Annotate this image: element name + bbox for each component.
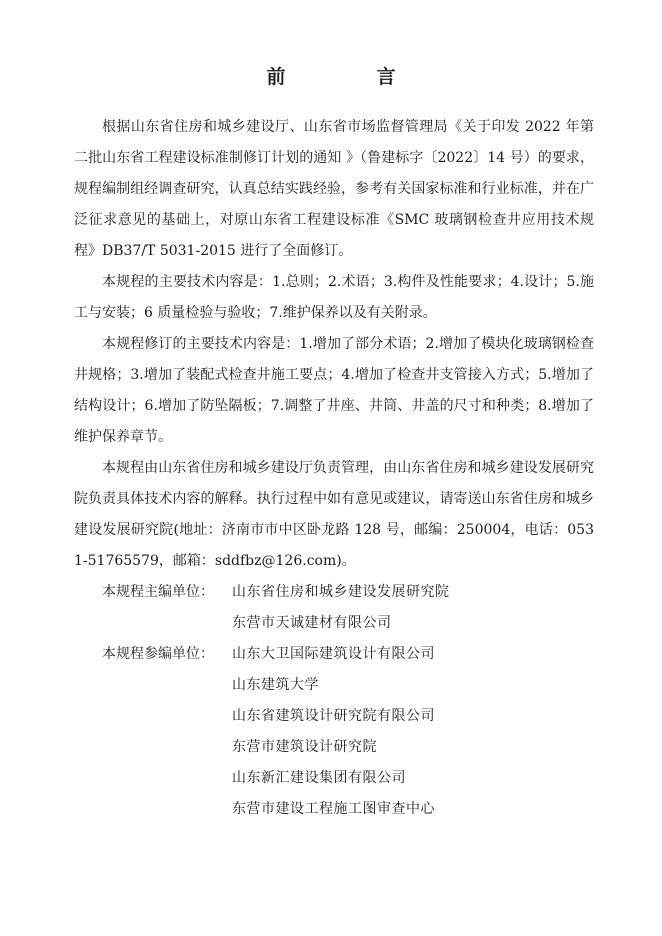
- chief-editor-unit: 山东省住房和城乡建设发展研究院: [232, 584, 450, 600]
- participant-unit: 山东大卫国际建筑设计有限公司: [232, 646, 435, 662]
- preface-body: [74, 112, 594, 825]
- unit-row: [74, 608, 594, 639]
- chief-editor-units: [74, 577, 594, 639]
- unit-row: [74, 732, 594, 763]
- unit-row: [74, 794, 594, 825]
- paragraph-background: 根据山东省住房和城乡建设厅、山东省市场监督管理局《关于印发 2022 年第二批山东省工程建设标准制修订计划的通知 》（鲁建标字〔2022〕14 号）的要求，规程编制组经调查研究，认真总结实践经验，参考有关国家标准和行业标准，并在广泛征求意见的基础上，对原山东省工程建设标准《SMC 玻璃钢检查井应用技术规程》DB37/T 5031-2015 进行了全面修订。: [74, 119, 594, 259]
- unit-row: [74, 701, 594, 732]
- page-title: 前 言: [266, 66, 432, 88]
- unit-row: [74, 670, 594, 701]
- participant-unit: 山东省建筑设计研究院有限公司: [232, 708, 435, 724]
- participant-unit: 山东建筑大学: [232, 677, 319, 693]
- unit-row: [74, 763, 594, 794]
- unit-row: [74, 639, 594, 670]
- chief-editor-unit: 东营市天诚建材有限公司: [232, 615, 392, 631]
- participant-units: [74, 639, 594, 825]
- participant-label: 本规程参编单位：: [102, 646, 214, 662]
- participant-unit: 东营市建设工程施工图审查中心: [232, 801, 435, 817]
- paragraph-main-contents: 本规程的主要技术内容是：1.总则；2.术语；3.构件及性能要求；4.设计；5.施工与安装；6 质量检验与验收；7.维护保养以及有关附录。: [74, 274, 594, 321]
- chief-editor-label: 本规程主编单位：: [102, 584, 214, 600]
- paragraph-revision-contents: 本规程修订的主要技术内容是：1.增加了部分术语；2.增加了模块化玻璃钢检查井规格；3.增加了装配式检查井施工要点；4.增加了检查井支管接入方式；5.增加了结构设计；6.增加了防坠隔板；7.调整了井座、井筒、井盖的尺寸和种类；8.增加了维护保养章节。: [74, 336, 594, 445]
- paragraph-management-contact: 本规程由山东省住房和城乡建设厅负责管理，由山东省住房和城乡建设发展研究院负责具体技术内容的解释。执行过程中如有意见或建议，请寄送山东省住房和城乡建设发展研究院(地址：济南市市中区卧龙路 128 号，邮编：250004，电话：0531-51765579，邮箱：sddfbz@126.com)。: [74, 460, 594, 569]
- participant-unit: 山东新汇建设集团有限公司: [232, 770, 406, 786]
- participant-unit: 东营市建筑设计研究院: [232, 739, 377, 755]
- unit-row: [74, 577, 594, 608]
